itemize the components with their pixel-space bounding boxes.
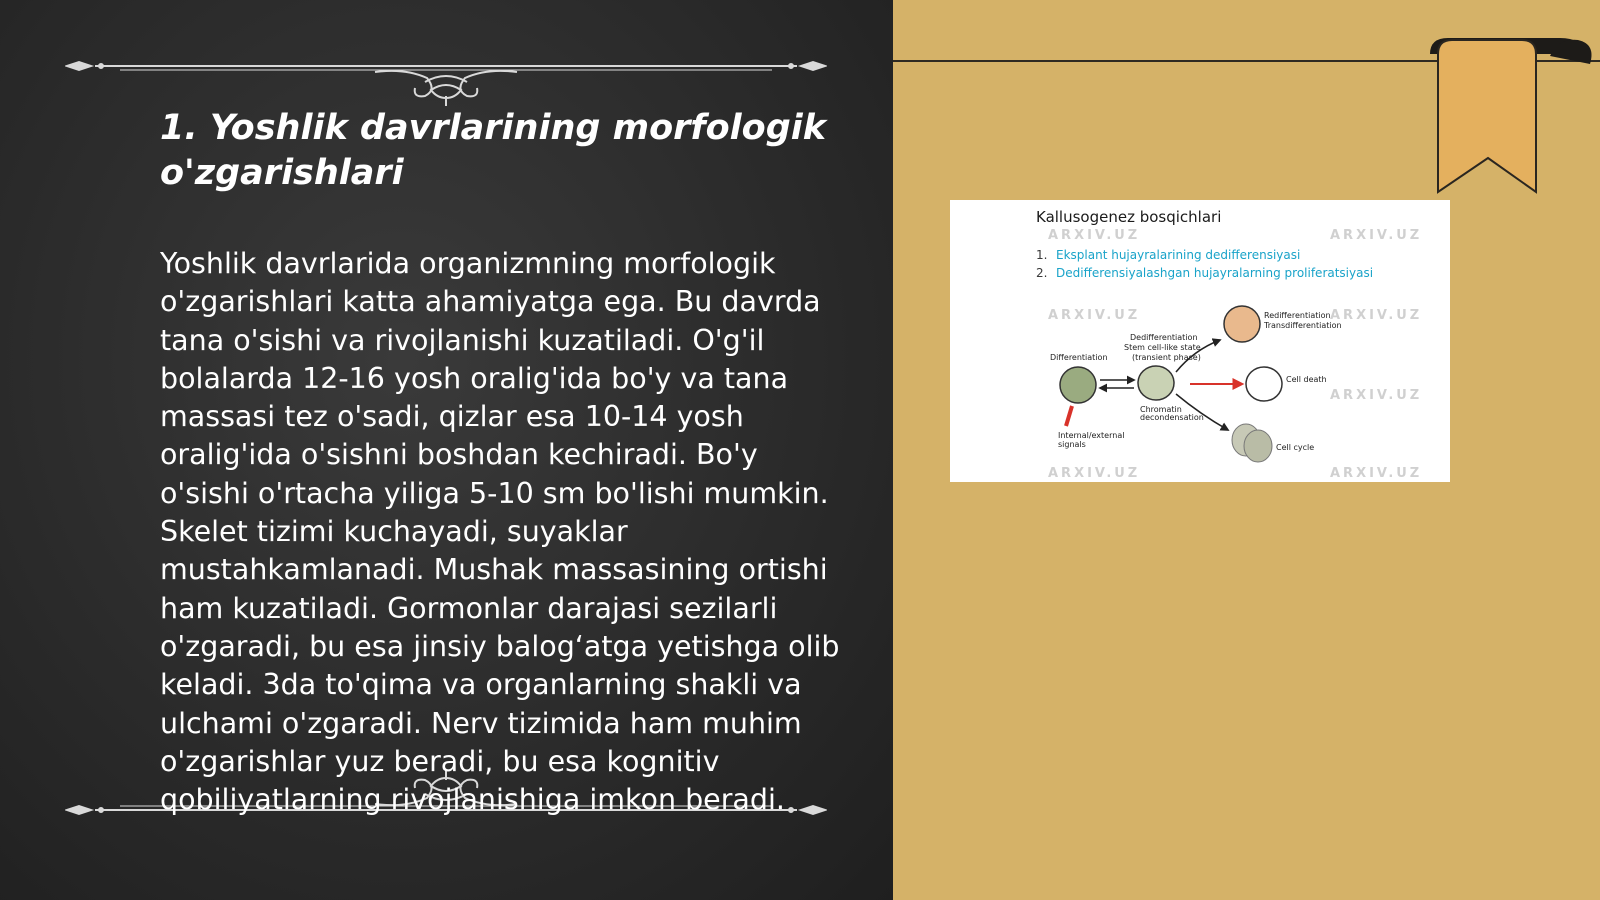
label-transdifferentiation: Transdifferentiation xyxy=(1264,321,1342,330)
slide-title: 1. Yoshlik davrlarining morfologik o'zgarishlari xyxy=(160,108,827,193)
figure-step-list xyxy=(1036,246,1373,282)
label-transient-phase: (transient phase) xyxy=(1132,353,1201,362)
label-cell-death: Cell death xyxy=(1286,375,1327,384)
label-cell-cycle: Cell cycle xyxy=(1276,443,1315,452)
label-dedifferentiation: Dedifferentiation xyxy=(1130,333,1198,342)
watermark: ARXIV.UZ xyxy=(1048,466,1141,481)
label-differentiation: Differentiation xyxy=(1050,353,1108,362)
label-chromatin: Chromatin xyxy=(1140,405,1182,414)
label-redifferentiation: Redifferentiation xyxy=(1264,311,1331,320)
callus-diagram-image xyxy=(950,200,1450,482)
watermark: ARXIV.UZ xyxy=(1330,308,1423,323)
dead-cell xyxy=(1246,367,1282,401)
top-ornamental-divider xyxy=(65,46,827,106)
watermark: ARXIV.UZ xyxy=(1330,388,1423,403)
label-signals-2: signals xyxy=(1058,440,1086,449)
watermark: ARXIV.UZ xyxy=(1330,466,1423,481)
redifferentiated-cell xyxy=(1224,306,1260,342)
figure-title: Kallusogenez bosqichlari xyxy=(1036,208,1222,226)
differentiated-cell xyxy=(1060,367,1096,403)
label-decondensation: decondensation xyxy=(1140,413,1204,422)
slide-body-text: Yoshlik davrlarida organizmning morfologik o'zgarishlari katta ahamiyatga ega. Bu davrda tana o'sishi va rivojlanishi kuzatiladi. O'g'il bolalarda 12-16 yosh oralig'ida bo'y va tana massasi tez o'sadi, qizlar esa 10-14 yosh oralig'ida o'sishni boshdan kechiradi. Bo'y o'sishi o'rtacha yiliga 5-10 sm bo'lishi mumkin. Skelet tizimi kuchayadi, suyaklar mustahkamlanadi. Mushak massasining ortishi ham kuzatiladi. Gormonlar darajasi sezilarli o'zgaradi, bu esa jinsiy balog‘atga yetishga olib keladi. 3da to'qima va organlarning shakli va ulchami o'zgaradi. Nerv tizimida ham muhim o'zgarishlar yuz beradi, bu esa kognitiv qobiliyatlarning rivojlanishiga imkon beradi. xyxy=(160,247,840,817)
label-stem-cell-state: Stem cell-like state xyxy=(1124,343,1201,352)
stem-like-cell xyxy=(1138,366,1174,400)
watermark: ARXIV.UZ xyxy=(1048,308,1141,323)
label-signals-1: Internal/external xyxy=(1058,431,1125,440)
figure-step-item: 1. Eksplant hujayralarining dedifferensiyasi xyxy=(1036,248,1301,262)
bookmark-ribbon-icon xyxy=(1430,34,1600,204)
watermark: ARXIV.UZ xyxy=(1048,228,1141,243)
cycling-cell-b xyxy=(1244,430,1272,462)
watermark: ARXIV.UZ xyxy=(1330,228,1423,243)
figure-step-item: 2. Dedifferensiyalashgan hujayralarning proliferatsiyasi xyxy=(1036,266,1374,280)
